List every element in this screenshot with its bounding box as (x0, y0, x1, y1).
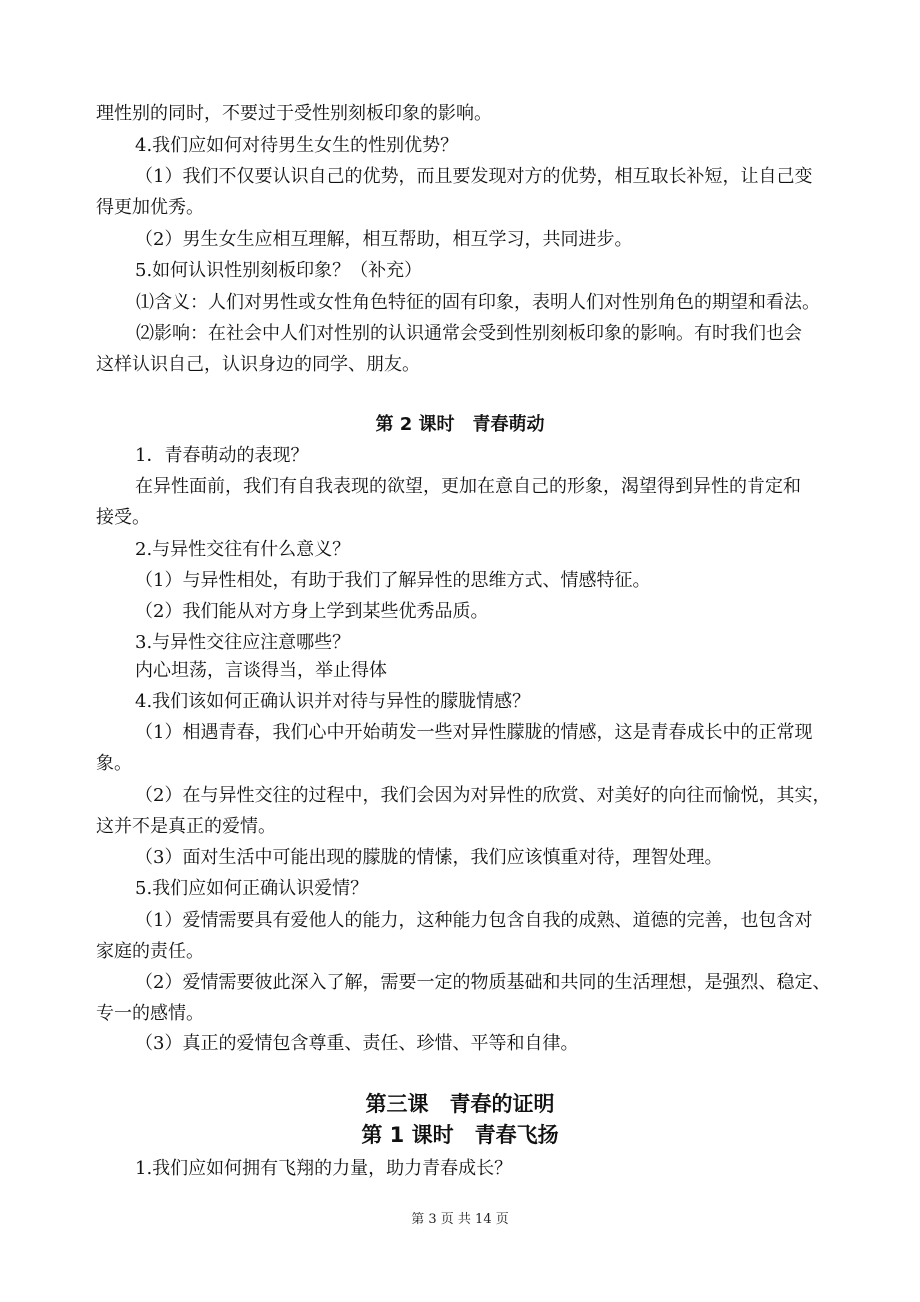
text-line: 象。 (96, 753, 132, 774)
page-number: 第 3 页 共 14 页 (411, 1212, 509, 1227)
text-line: （1）我们不仅要认识自己的优势，而且要发现对方的优势，相互取长补短，让自己变 (135, 166, 813, 187)
text-line: 在异性面前，我们有自我表现的欲望，更加在意自己的形象，渴望得到异性的肯定和 (135, 476, 801, 497)
text-line: 这并不是真正的爱情。 (96, 816, 276, 837)
question-1-puberty-signs: 1．青春萌动的表现？ (135, 445, 309, 466)
text-line: （1）爱情需要具有爱他人的能力，这种能力包含自我的成熟、道德的完善，也包含对 (135, 910, 813, 931)
lesson-1-heading: 第 1 课时 青春飞扬 (361, 1123, 559, 1147)
text-line: 家庭的责任。 (96, 941, 204, 962)
text-line: （3）真正的爱情包含尊重、责任、珍惜、平等和自律。 (135, 1033, 579, 1054)
text-line: （2）男生女生应相互理解，相互帮助，相互学习，共同进步。 (135, 229, 633, 250)
text-line: （2）我们能从对方身上学到某些优秀品质。 (135, 601, 489, 622)
text-line: 接受。 (96, 507, 150, 528)
text-line: ⑵影响：在社会中人们对性别的认识通常会受到性别刻板印象的影响。有时我们也会 (136, 323, 802, 344)
text-line: （1）相遇青春，我们心中开始萌发一些对异性朦胧的情感，这是青春成长中的正常现 (135, 722, 813, 743)
question-4-hazy-feelings: 4.我们该如何正确认识并对待与异性的朦胧情感？ (135, 691, 531, 712)
text-line: 得更加优秀。 (96, 197, 204, 218)
question-2-meaning: 2.与异性交往有什么意义？ (135, 539, 351, 560)
text-line: ⑴含义：人们对男性或女性角色特征的固有印象，表明人们对性别角色的期望和看法。 (136, 292, 820, 313)
chapter-3-heading: 第三课 青春的证明 (365, 1092, 555, 1116)
text-line: （1）与异性相处，有助于我们了解异性的思维方式、情感特征。 (135, 570, 651, 591)
text-line: （2）在与异性交往的过程中，我们会因为对异性的欣赏、对美好的向往而愉悦，其实， (135, 785, 831, 806)
text-line: （3）面对生活中可能出现的朦胧的情愫，我们应该慎重对待，理智处理。 (135, 847, 723, 868)
question-5-stereotypes: 5.如何认识性别刻板印象？（补充） (135, 260, 423, 281)
text-line: 理性别的同时，不要过于受性别刻板印象的影响。 (96, 103, 492, 124)
text-line: 专一的感情。 (96, 1003, 204, 1024)
lesson-2-heading: 第 2 课时 青春萌动 (375, 414, 545, 435)
question-5-love: 5.我们应如何正确认识爱情？ (135, 878, 369, 899)
question-1-flying-power: 1.我们应如何拥有飞翔的力量，助力青春成长？ (135, 1158, 513, 1179)
text-line: 这样认识自己，认识身边的同学、朋友。 (96, 354, 420, 375)
text-line: 内心坦荡，言谈得当，举止得体 (135, 660, 387, 681)
question-3-attention: 3.与异性交往应注意哪些？ (135, 632, 351, 653)
question-4-gender-advantages: 4.我们应如何对待男生女生的性别优势？ (135, 135, 459, 156)
text-line: （2）爱情需要彼此深入了解，需要一定的物质基础和共同的生活理想，是强烈、稳定、 (135, 972, 831, 993)
